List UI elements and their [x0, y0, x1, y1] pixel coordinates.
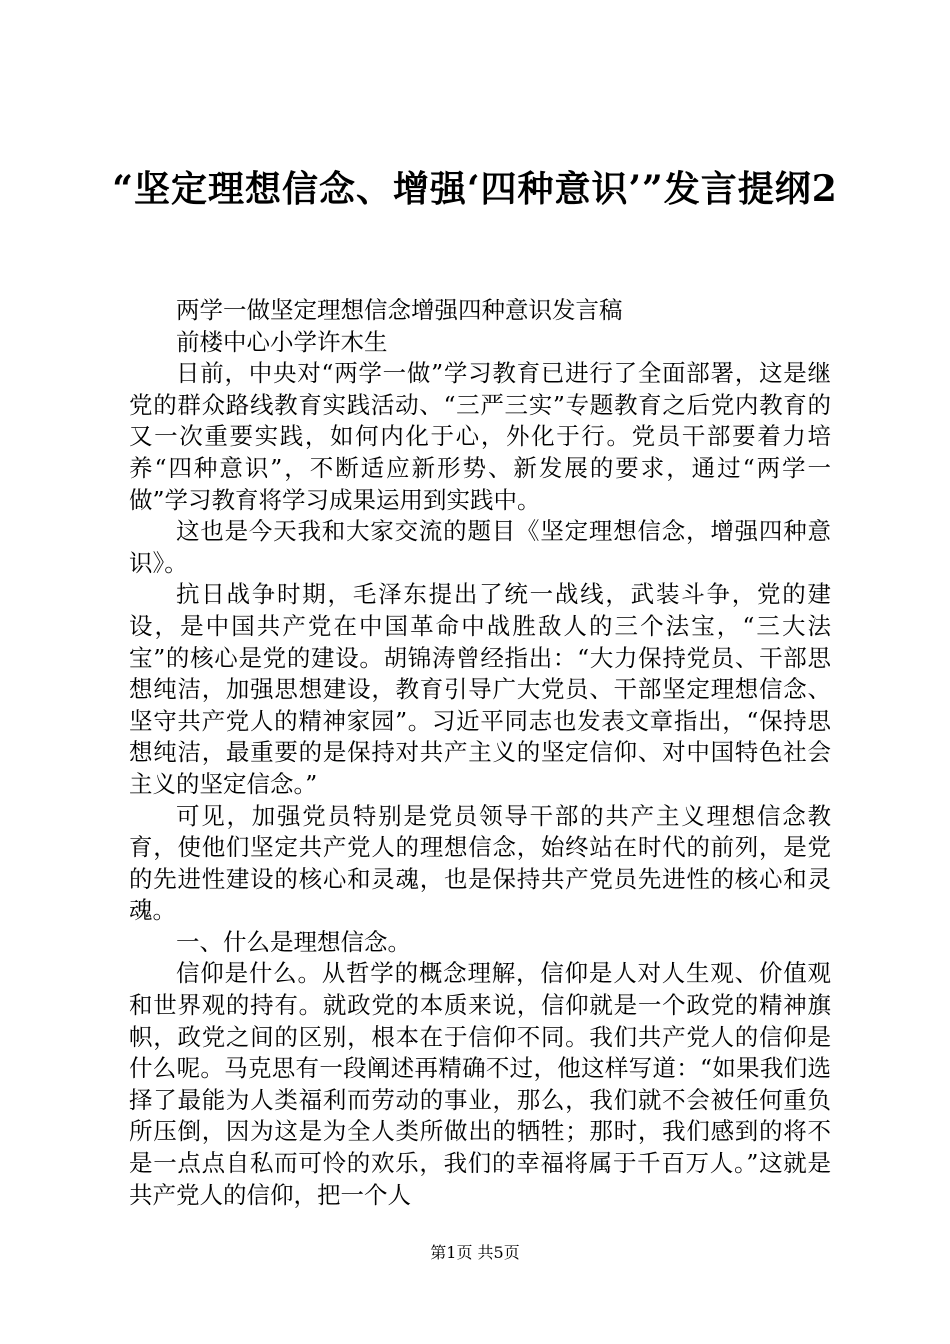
- page-footer: 第1页 共5页: [430, 1243, 520, 1262]
- document-body: [129, 295, 831, 1211]
- body-paragraph: 这也是今天我和大家交流的题目《坚定理想信念，增强四种意识》。: [129, 517, 831, 577]
- body-paragraph: 可见，加强党员特别是党员领导干部的共产主义理想信念教育，使他们坚定共产党人的理想信念，始终站在时代的前列，是党的先进性建设的核心和灵魂，也是保持共产党员先进性的核心和灵魂。: [129, 801, 831, 925]
- document-title: “坚定理想信念、增强‘四种意识’”发言提纲2: [112, 168, 838, 210]
- author-line: 前楼中心小学许木生: [176, 327, 388, 356]
- section-heading: 一、什么是理想信念。: [176, 927, 411, 956]
- body-paragraph: 信仰是什么。从哲学的概念理解，信仰是人对人生观、价值观和世界观的持有。就政党的本质来说，信仰就是一个政党的精神旗帜，政党之间的区别，根本在于信仰不同。我们共产党人的信仰是什么呢。马克思有一段阐述再精确不过，他这样写道：“如果我们选择了最能为人类福利而劳动的事业，那么，我们就不会被任何重负所压倒，因为这是为全人类所做出的牺牲；那时，我们感到的将不是一点点自私而可怜的欢乐，我们的幸福将属于千百万人。”这就是共产党人的信仰，把一个人: [129, 959, 831, 1209]
- subtitle-line: 两学一做坚定理想信念增强四种意识发言稿: [176, 296, 623, 324]
- body-paragraph: 抗日战争时期，毛泽东提出了统一战线，武装斗争，党的建设，是中国共产党在中国革命中战胜敌人的三个法宝，“三大法宝”的核心是党的建设。胡锦涛曾经指出：“大力保持党员、干部思想纯洁，加强思想建设，教育引导广大党员、干部坚定理想信念、坚守共产党人的精神家园”。习近平同志也发表文章指出，“保持思想纯洁，最重要的是保持对共产主义的坚定信仰、对中国特色社会主义的坚定信念。”: [129, 580, 831, 798]
- body-paragraph: 日前，中央对“两学一做”学习教育已进行了全面部署，这是继党的群众路线教育实践活动、“三严三实”专题教育之后党内教育的又一次重要实践，如何内化于心，外化于行。党员干部要着力培养“四种意识”，不断适应新形势、新发展的要求，通过“两学一做”学习教育将学习成果运用到实践中。: [129, 359, 831, 514]
